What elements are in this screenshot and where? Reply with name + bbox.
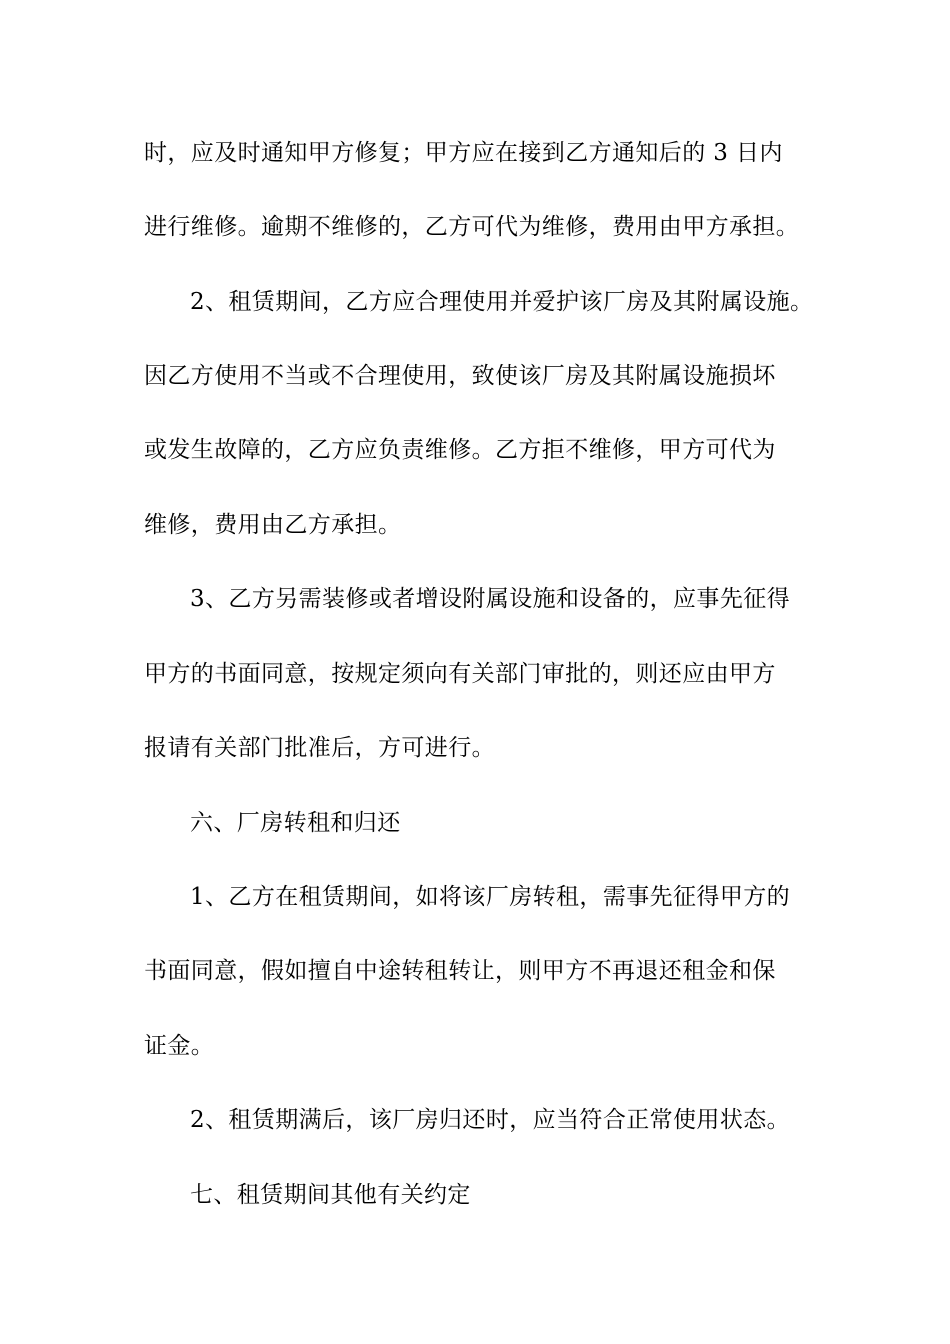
paragraph-line: 2、租赁期满后，该厂房归还时，应当符合正常使用状态。 bbox=[190, 1107, 791, 1133]
paragraph-line: 证金。 bbox=[144, 1033, 215, 1059]
paragraph-line: 维修，费用由乙方承担。 bbox=[144, 512, 402, 538]
paragraph-line: 1、乙方在租赁期间，如将该厂房转租，需事先征得甲方的 bbox=[190, 884, 791, 910]
paragraph-line: 书面同意，假如擅自中途转租转让，则甲方不再退还租金和保 bbox=[144, 958, 776, 984]
paragraph-line: 甲方的书面同意，按规定须向有关部门审批的，则还应由甲方 bbox=[144, 661, 776, 687]
paragraph-line: 报请有关部门批准后，方可进行。 bbox=[144, 735, 495, 761]
section-heading: 六、厂房转租和归还 bbox=[190, 810, 401, 836]
paragraph-line: 进行维修。逾期不维修的，乙方可代为维修，费用由甲方承担。 bbox=[144, 214, 800, 240]
paragraph-line: 因乙方使用不当或不合理使用，致使该厂房及其附属设施损坏 bbox=[144, 363, 776, 389]
paragraph-line: 时，应及时通知甲方修复；甲方应在接到乙方通知后的 3 日内 bbox=[144, 140, 783, 166]
section-heading: 七、租赁期间其他有关约定 bbox=[190, 1182, 471, 1208]
paragraph-line: 3、乙方另需装修或者增设附属设施和设备的，应事先征得 bbox=[190, 586, 791, 612]
paragraph-line: 或发生故障的，乙方应负责维修。乙方拒不维修，甲方可代为 bbox=[144, 437, 776, 463]
paragraph-line: 2、租赁期间，乙方应合理使用并爱护该厂房及其附属设施。 bbox=[190, 289, 814, 315]
